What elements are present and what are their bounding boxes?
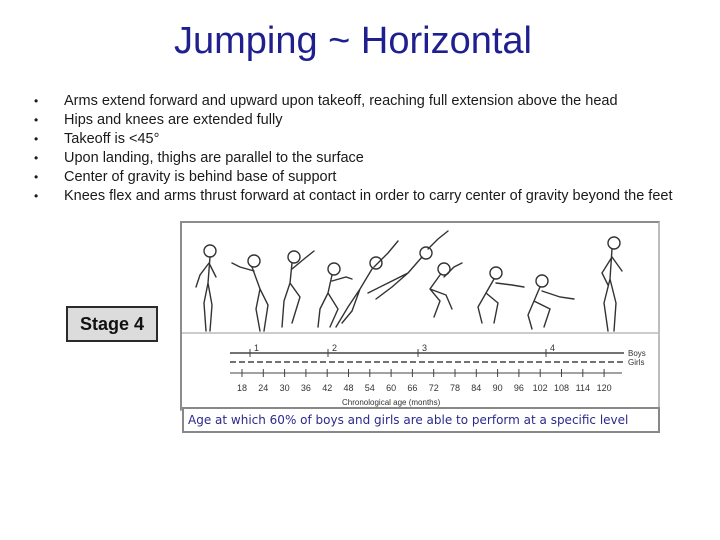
stage-label: Stage 4 xyxy=(66,306,158,342)
age-tick-label: 114 xyxy=(575,383,590,393)
legend-girls: Girls xyxy=(628,358,645,367)
bullet-item xyxy=(34,187,694,206)
bullet-list xyxy=(34,92,694,206)
age-tick-label: 96 xyxy=(513,383,524,393)
figure-caption: Age at which 60% of boys and girls are able to perform at a specific level xyxy=(182,407,660,433)
stage-number: 2 xyxy=(332,343,338,353)
age-tick-label: 108 xyxy=(553,383,570,393)
age-tick-label: 30 xyxy=(279,383,290,393)
jumper-figures xyxy=(196,231,622,331)
bullet-icon: • xyxy=(34,113,39,127)
stage-number: 1 xyxy=(254,343,260,353)
bullet-item xyxy=(34,111,694,130)
bullet-text: Upon landing, thighs are parallel to the surface xyxy=(64,150,364,166)
age-tick-label: 84 xyxy=(471,383,482,393)
bullet-item xyxy=(34,130,694,149)
stage-number: 3 xyxy=(422,343,428,353)
bullet-item xyxy=(34,168,694,187)
age-tick-label: 36 xyxy=(300,383,311,393)
jump-sequence-illustration xyxy=(182,223,658,409)
age-tick-label: 18 xyxy=(236,383,248,393)
bullet-text: Arms extend forward and upward upon takeoff, reaching full extension above the head xyxy=(64,93,618,109)
age-tick-label: 90 xyxy=(492,383,503,393)
bullet-text: Hips and knees are extended fully xyxy=(64,112,283,128)
bullet-text: Knees flex and arms thrust forward at contact in order to carry center of gravity beyond the feet xyxy=(64,188,673,204)
stage-number: 4 xyxy=(550,343,556,353)
slide-title: Jumping ~ Horizontal xyxy=(173,20,532,62)
bullet-text: Center of gravity is behind base of support xyxy=(64,169,337,185)
age-tick-label: 102 xyxy=(532,383,548,393)
bullet-text: Takeoff is <45° xyxy=(64,131,160,147)
age-tick-label: 66 xyxy=(407,383,418,393)
jump-sequence-figure xyxy=(180,221,660,411)
age-tick-label: 78 xyxy=(449,383,461,393)
bullet-icon: • xyxy=(34,132,39,146)
bullet-item xyxy=(34,149,694,168)
axis-label: Chronological age (months) xyxy=(342,398,441,407)
age-tick-label: 120 xyxy=(596,383,612,393)
age-tick-label: 54 xyxy=(364,383,375,393)
bullet-icon: • xyxy=(34,94,39,108)
age-tick-label: 24 xyxy=(258,383,269,393)
bullet-icon: • xyxy=(34,189,39,203)
bullet-icon: • xyxy=(34,151,39,165)
age-tick-label: 48 xyxy=(343,383,354,393)
legend-boys: Boys xyxy=(628,349,646,358)
age-tick-label: 60 xyxy=(386,383,397,393)
age-tick-label: 42 xyxy=(322,383,333,393)
age-tick-label: 72 xyxy=(428,383,439,393)
age-chart xyxy=(230,343,646,407)
bullet-icon: • xyxy=(34,170,39,184)
bullet-item xyxy=(34,92,694,111)
